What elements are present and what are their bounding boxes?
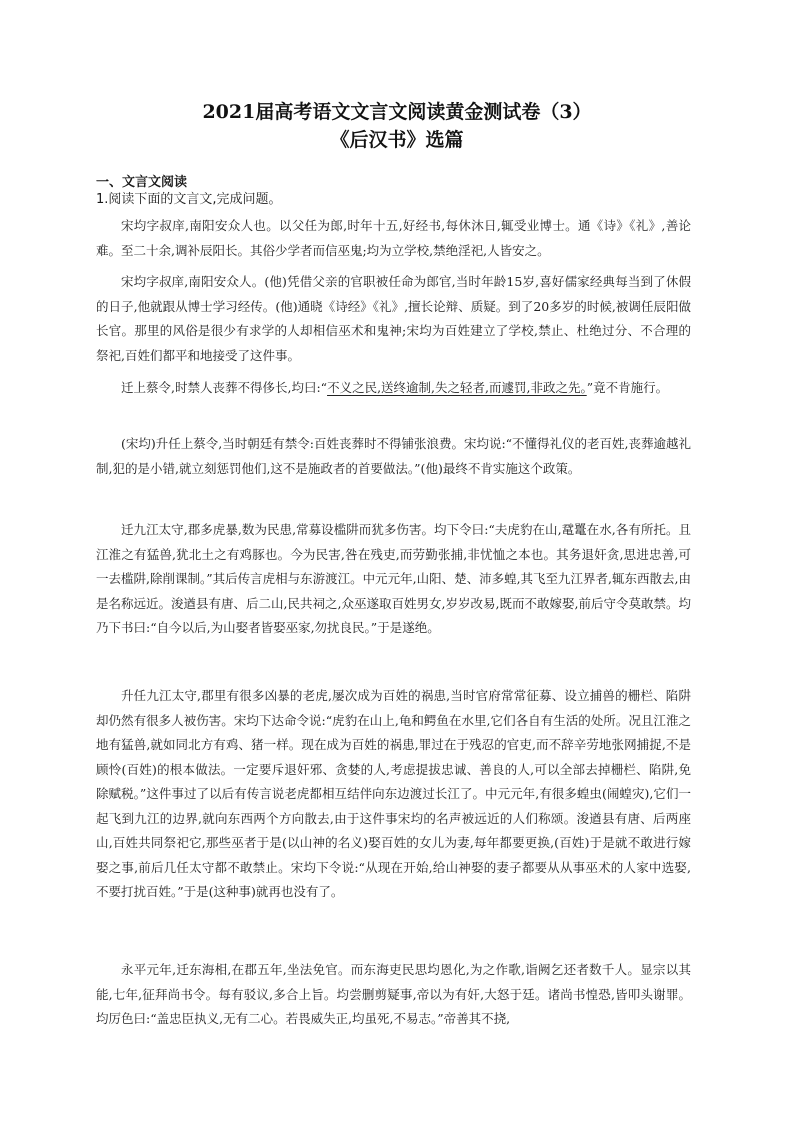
paragraph-translation-3: 升任九江太守,郡里有很多凶暴的老虎,屡次成为百姓的祸患,当时官府常常征募、设立捕兽的栅栏、陷阱却仍然有很多人被伤害。宋均下达命令说:“虎豹在山上,龟和鳄鱼在水里,它们各自有生活的处所。况且江淮之地有猛兽,就如同北方有鸡、猪一样。现在成为百姓的祸患,罪过在于残忍的官吏,而不辞辛劳地张网捕捉,不是顾怜(百姓)的根本做法。一定要斥退奸邪、贪婪的人,考虑提拔忠诚、善良的人,可以全部去掉栅栏、陷阱,免除赋税。”这件事过了以后有传言说老虎都相互结伴向东边渡过长江了。中元元年,有很多蝗虫(闹蝗灾),它们一起飞到九江的边界,就向东西两个方向散去,由于这件事宋均的名声被远近的人们称颂。浚遒县有唐、后两座山,百姓共同祭祀它,那些巫者于是(以山神的名义)娶百姓的女儿为妻,每年都要更换,(百姓)于是就不敢进行嫁娶之事,前后几任太守都不敢禁止。宋均下令说:“从现在开始,给山神娶的妻子都要从从事巫术的人家中选娶,不要打扰百姓。”于是(这种事)就再也没有了。 — [96, 688, 691, 899]
paragraph-classical-4: 永平元年,迁东海相,在郡五年,坐法免官。而东海吏民思均恩化,为之作歌,诣阙乞还者数千人。显宗以其能,七年,征拜尚书令。每有驳议,多合上旨。均尝删剪疑事,帝以为有奸,大怒于廷。诸尚书惶恐,皆叩头谢罪。均厉色曰:“盖忠臣执义,无有二心。若畏威失正,均虽死,不易志。”帝善其不挠, — [96, 962, 691, 1026]
paragraph-classical-1: 宋均字叔庠,南阳安众人也。以父任为郎,时年十五,好经书,每休沐日,辄受业博士。通《诗》《礼》,善论难。至二十余,调补辰阳长。其俗少学者而信巫鬼;均为立学校,禁绝淫祀,人皆安之。 — [96, 218, 691, 258]
paragraph-translation-2: (宋均)升任上蔡令,当时朝廷有禁令:百姓丧葬时不得铺张浪费。宋均说:“不懂得礼仪的老百姓,丧葬逾越礼制,犯的是小错,就立刻惩罚他们,这不是施政者的首要做法。”(他)最终不肯实施这个政策。 — [96, 436, 692, 476]
paragraph-translation-1: 宋均字叔庠,南阳安众人。(他)凭借父亲的官职被任命为郎官,当时年龄15岁,喜好儒家经典每当到了休假的日子,他就跟从博士学习经传。(他)通晓《诗经》《礼》,擅长论辩、质疑。到了20多岁的时候,被调任辰阳做长官。那里的风俗是很少有求学的人却相信巫术和鬼神;宋均为百姓建立了学校,禁止、杜绝过分、不合理的祭祀,百姓们都平和地接受了这件事。 — [96, 274, 691, 363]
paragraph-text: ”竟不肯施行。 — [586, 380, 669, 395]
document-title: 2021届高考语文文言文阅读黄金测试卷（3） — [202, 101, 592, 123]
document-subtitle: 《后汉书》选篇 — [330, 129, 464, 151]
underlined-sentence: 不义之民,送终逾制,失之轻者,而遽罚,非政之先。 — [327, 380, 587, 395]
paragraph-classical-2 — [96, 376, 691, 401]
paragraph-text: 迁上蔡令,时禁人丧葬不得侈长,均曰:“ — [121, 380, 328, 395]
question-instruction: 1.阅读下面的文言文,完成问题。 — [96, 192, 282, 207]
section-heading: 一、文言文阅读 — [96, 175, 188, 190]
paragraph-classical-3: 迁九江太守,郡多虎暴,数为民患,常募设槛阱而犹多伤害。均下令曰:“夫虎豹在山,鼋鼍在水,各有所托。且江淮之有猛兽,犹北土之有鸡豚也。今为民害,咎在残吏,而劳勤张捕,非忧恤之本也。其务退奸贪,思进忠善,可一去槛阱,除削课制。”其后传言虎相与东游渡江。中元元年,山阳、楚、沛多蝗,其飞至九江界者,辄东西散去,由是名称远近。浚遒县有唐、后二山,民共祠之,众巫遂取百姓男女,岁岁改易,既而不敢嫁娶,前后守令莫敢禁。均乃下书曰:“自今以后,为山娶者皆娶巫家,勿扰良民。”于是遂绝。 — [96, 522, 692, 635]
